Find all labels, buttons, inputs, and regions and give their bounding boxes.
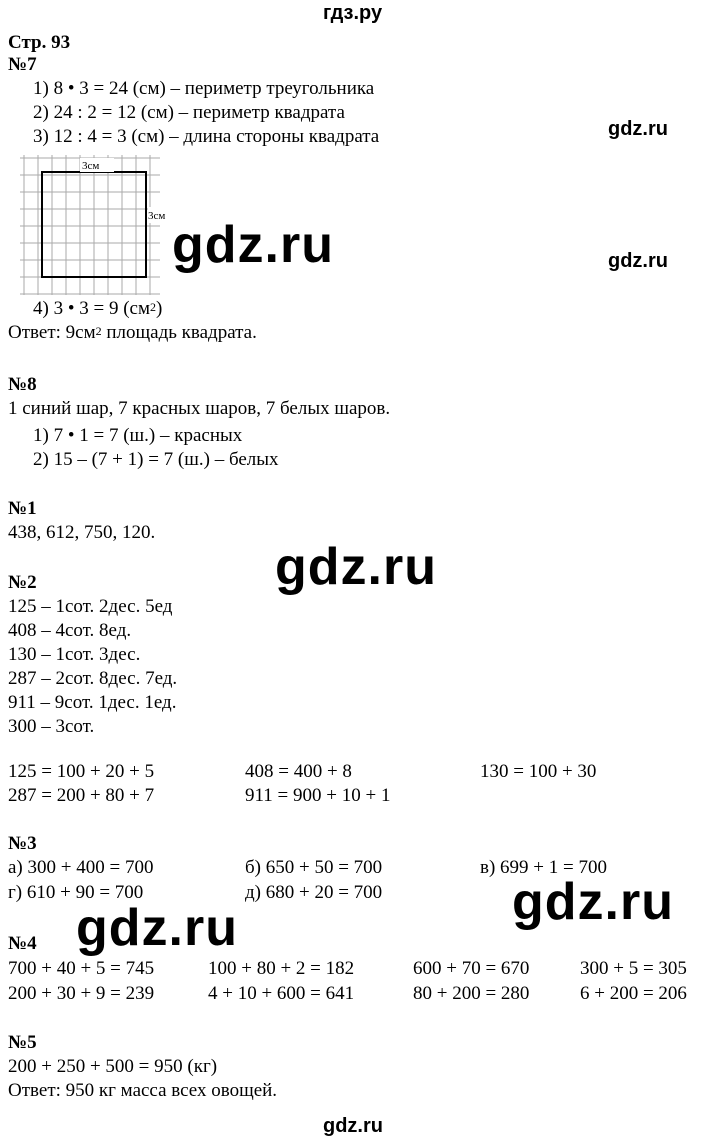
task2-line-4: 287 – 2сот. 8дес. 7ед. [8, 668, 178, 689]
watermark: gdz.ru [512, 873, 674, 931]
task3-heading: №3 [8, 833, 37, 854]
task2-line-5: 911 – 9сот. 1дес. 1ед. [8, 692, 177, 713]
task8-intro: 1 синий шар, 7 красных шаров, 7 белых шаров. [8, 398, 391, 419]
task7-line-4 [33, 298, 162, 320]
task2-line-3: 130 – 1сот. 3дес. [8, 644, 141, 665]
task2-line-2: 408 – 4сот. 8ед. [8, 620, 132, 641]
task8-heading: №8 [8, 374, 37, 395]
task4-item: 80 + 200 = 280 [413, 983, 530, 1004]
task2-heading: №2 [8, 572, 37, 593]
task7-answer-suffix: площадь квадрата. [101, 322, 257, 343]
task3-item-b: б) 650 + 50 = 700 [245, 857, 383, 878]
task7-line-4-prefix: 4) 3 • 3 = 9 (см [33, 298, 150, 319]
watermark: gdz.ru [608, 118, 668, 140]
task3-item-g: г) 610 + 90 = 700 [8, 882, 144, 903]
page-title: Стр. 93 [8, 32, 71, 53]
task2-sum-4: 287 = 200 + 80 + 7 [8, 785, 155, 806]
watermark: gdz.ru [76, 899, 238, 957]
task3-item-a: а) 300 + 400 = 700 [8, 857, 154, 878]
square-side-top-label: 3см [82, 160, 100, 172]
task2-line-6: 300 – 3сот. [8, 716, 95, 737]
watermark: gdz.ru [275, 538, 437, 596]
task4-item: 100 + 80 + 2 = 182 [208, 958, 355, 979]
task8-line-1: 1) 7 • 1 = 7 (ш.) – красных [33, 425, 243, 446]
task1-heading: №1 [8, 498, 37, 519]
watermark: gdz.ru [172, 216, 334, 274]
header-watermark: гдз.ру [323, 2, 383, 24]
square-side-right-label: 3см [148, 210, 166, 222]
task7-line-1: 1) 8 • 3 = 24 (см) – периметр треугольника [33, 78, 375, 99]
watermark: gdz.ru [608, 250, 668, 272]
footer-watermark: gdz.ru [323, 1115, 383, 1137]
task2-sum-1: 125 = 100 + 20 + 5 [8, 761, 155, 782]
task7-line-2: 2) 24 : 2 = 12 (см) – периметр квадрата [33, 102, 345, 123]
task3-item-v: в) 699 + 1 = 700 [480, 857, 607, 878]
task7-line-4-suffix: ) [155, 298, 163, 319]
task7-answer [8, 322, 257, 344]
task7-line-3: 3) 12 : 4 = 3 (см) – длина стороны квадрата [33, 126, 380, 147]
task8-line-2: 2) 15 – (7 + 1) = 7 (ш.) – белых [33, 449, 279, 470]
task4-item: 300 + 5 = 305 [580, 958, 687, 979]
task3-item-d: д) 680 + 20 = 700 [245, 882, 383, 903]
task4-heading: №4 [8, 933, 37, 954]
task2-sum-3: 130 = 100 + 30 [480, 761, 597, 782]
task7-answer-prefix: Ответ: 9см [8, 322, 96, 343]
task5-heading: №5 [8, 1032, 37, 1053]
task2-line-1: 125 – 1сот. 2дес. 5ед [8, 596, 173, 617]
task4-item: 200 + 30 + 9 = 239 [8, 983, 155, 1004]
square-grid-figure [20, 155, 170, 295]
task7-heading: №7 [8, 54, 37, 75]
task4-item: 700 + 40 + 5 = 745 [8, 958, 155, 979]
task2-sum-5: 911 = 900 + 10 + 1 [245, 785, 391, 806]
task4-item: 4 + 10 + 600 = 641 [208, 983, 355, 1004]
task5-line: 200 + 250 + 500 = 950 (кг) [8, 1056, 218, 1077]
task4-item: 6 + 200 = 206 [580, 983, 687, 1004]
task2-sum-2: 408 = 400 + 8 [245, 761, 352, 782]
task7-answer-sup: 2 [95, 324, 102, 338]
task1-text: 438, 612, 750, 120. [8, 522, 156, 543]
task7-line-4-sup: 2 [149, 300, 156, 314]
task5-answer: Ответ: 950 кг масса всех овощей. [8, 1080, 278, 1101]
task4-item: 600 + 70 = 670 [413, 958, 530, 979]
